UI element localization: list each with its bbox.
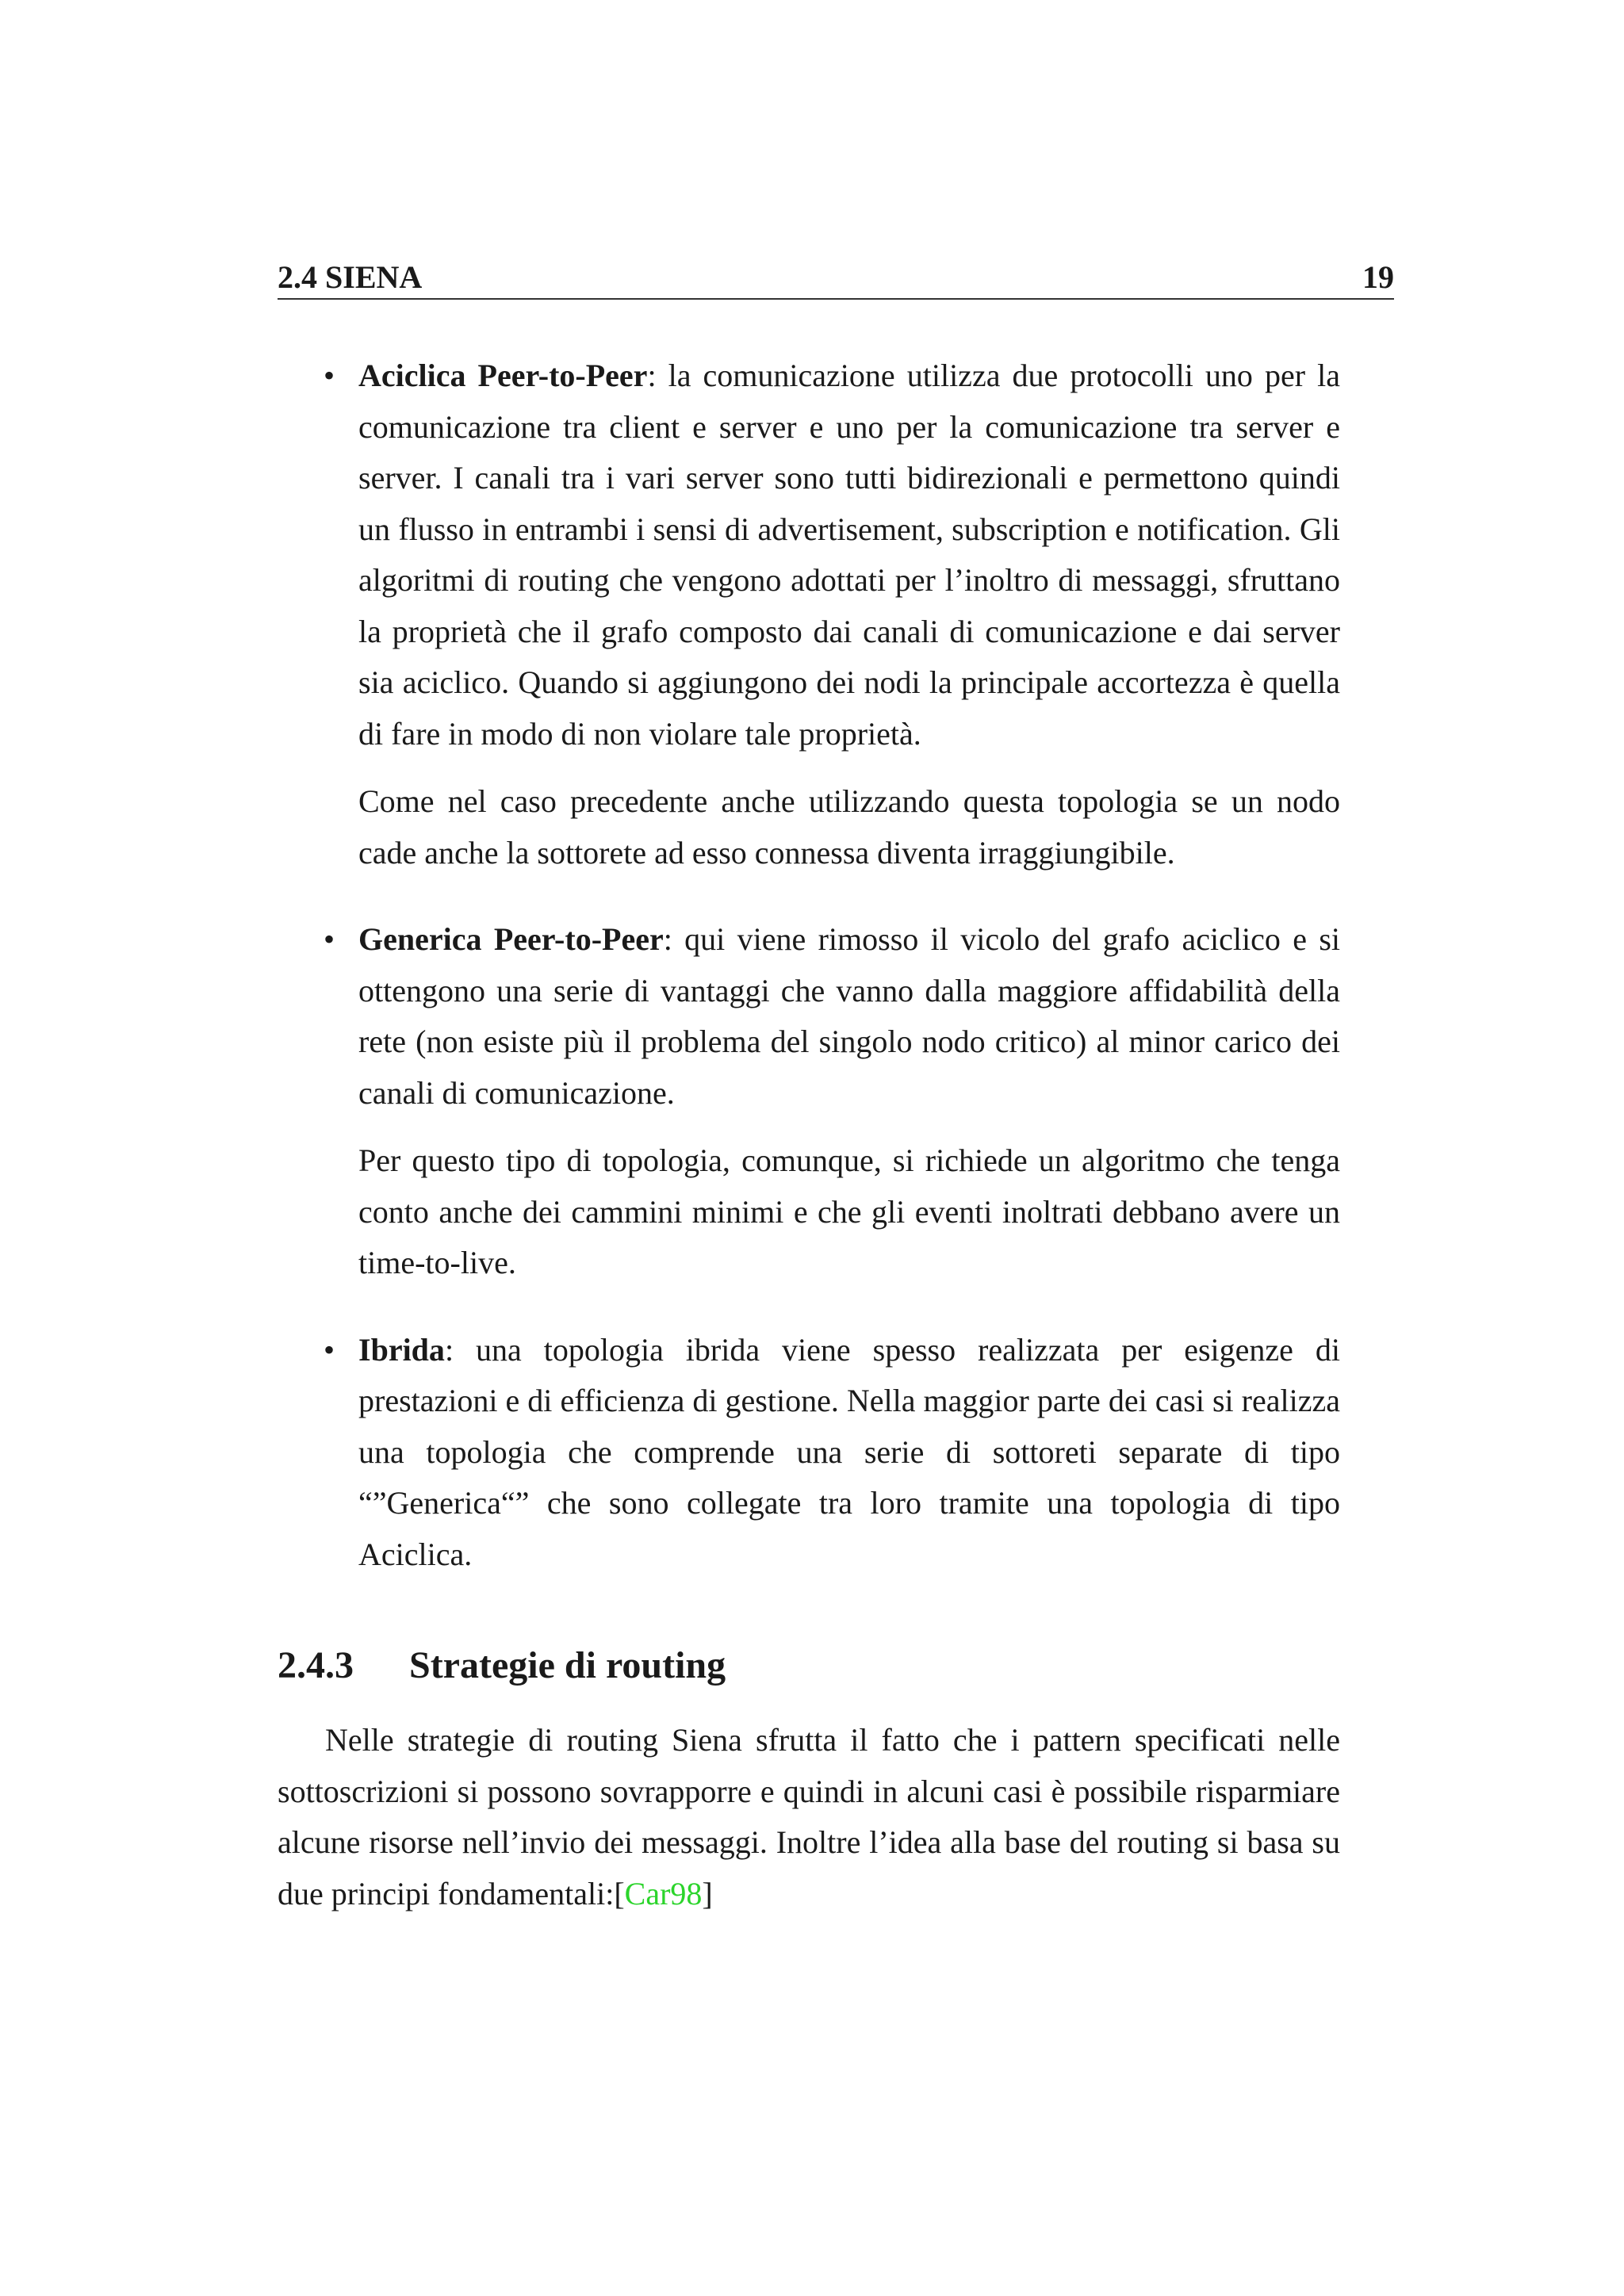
bullet-icon: • [324,1331,335,1368]
header-rule [278,298,1394,300]
page-body [278,350,1340,1919]
list-item-intro: : la comunicazione utilizza due protocolli uno per la comunicazione tra client e server e uno per la comunicazione tra server e server. I canali tra i vari server sono tutti bidirezionali e permettono quindi un flusso in entrambi i sensi di advertisement, subscription e notification. Gli algoritmi di routing che vengono adottati per l’inoltro di messaggi, sfruttano la proprietà che il grafo composto dai canali di comunicazione e dai server sia aciclico. Quando si aggiungono dei nodi la principale accortezza è quella di fare in modo di non violare tale proprietà. [358,358,1341,752]
page-number: 19 [1362,259,1394,295]
subsection-title: Strategie di routing [409,1644,726,1686]
list-item-aciclica [278,350,1340,878]
running-header-section: 2.4 SIENA [278,259,423,295]
running-header [278,255,1394,300]
paragraph-text: Nelle strategie di routing Siena sfrutta il fatto che i pattern specificati nelle sottoscrizioni si possono sovrapporre e quindi in alcuni casi è possibile risparmiare alcune risorse nell’invio dei messaggi. Inoltre l’idea alla base del routing si basa su due principi fondamentali: [278,1722,1340,1911]
bullet-icon: • [324,358,335,393]
list-item-intro: : una topologia ibrida viene spesso realizzata per esigenze di prestazioni e di efficienza di gestione. Nella maggior parte dei casi si realizza una topologia che comprende una serie di sottoreti separate di tipo “”Generica“” che sono collegate tra loro tramite una topologia di tipo Aciclica. [358,1331,1340,1572]
subsection-heading [278,1642,1340,1689]
list-item-text [358,350,1340,760]
subsection-number: 2.4.3 [278,1644,354,1686]
list-item-followup: Per questo tipo di topologia, comunque, si richiede un algoritmo che tenga conto anche dei cammini minimi e che gli eventi inoltrati debbano avere un time-to-live. [358,1142,1340,1280]
list-item-term: Ibrida [358,1331,445,1368]
citation-open-bracket: [ [614,1875,625,1911]
list-item-intro: : qui viene rimosso il vicolo del grafo aciclico e si ottengono una serie di vantaggi che vanno dalla maggiore affidabilità della rete (non esiste più il problema del singolo nodo critico) al minor carico dei canali di comunicazione. [358,921,1340,1111]
citation-close-bracket: ] [702,1875,713,1911]
body-paragraph [278,1715,1340,1919]
list-item-followup: Come nel caso precedente anche utilizzando questa topologia se un nodo cade anche la sottorete ad esso connessa diventa irraggiungibile. [358,783,1340,871]
list-item-ibrida [278,1325,1340,1581]
list-item-text [358,914,1340,1119]
list-item-term: Generica Peer-to-Peer [358,921,664,957]
list-item-term: Aciclica Peer-to-Peer [358,358,648,393]
bullet-icon: • [324,921,335,957]
citation-link[interactable]: Car98 [624,1875,703,1911]
list-item-text [358,1325,1340,1581]
list-item-generica [278,914,1340,1289]
